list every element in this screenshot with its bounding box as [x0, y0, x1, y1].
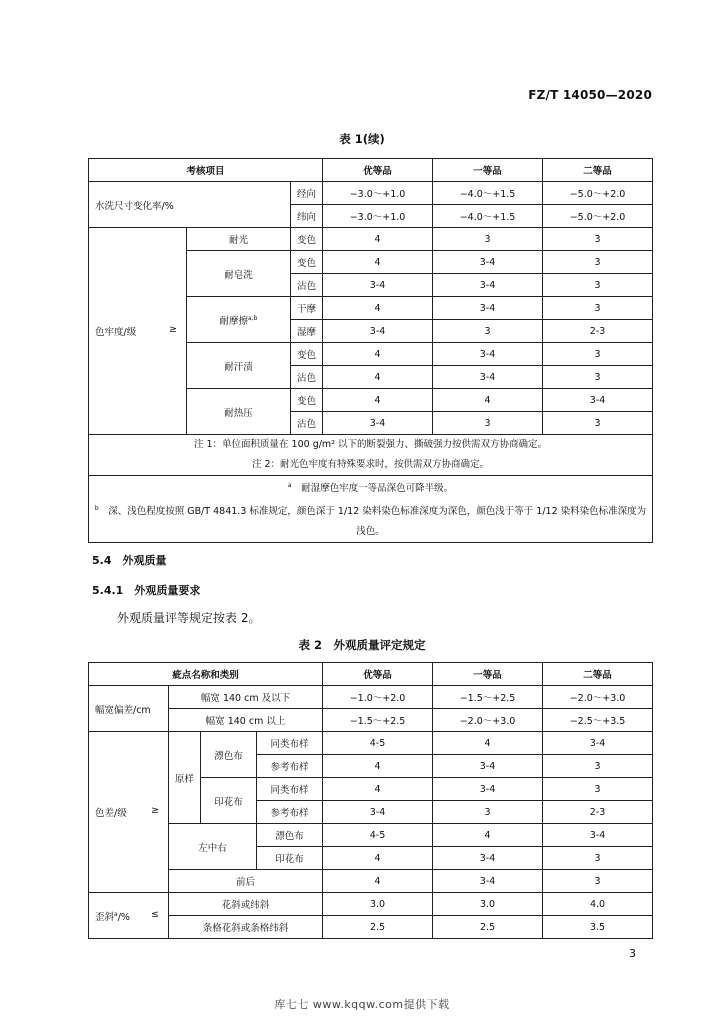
value-cell: −2.0～+3.0: [433, 709, 543, 732]
sub-label: 沾色: [291, 412, 323, 435]
value-cell: 4: [433, 732, 543, 755]
value-cell: 4-5: [323, 732, 433, 755]
value-cell: 3-4: [543, 824, 653, 847]
table-row: [89, 709, 653, 732]
item-label: 花斜或纬斜: [169, 893, 323, 916]
header-cell: 一等品: [433, 159, 543, 182]
sample-label: 参考布样: [257, 801, 323, 824]
value-cell: −2.0～+3.0: [543, 686, 653, 709]
standard-id: FZ/T 14050—2020: [528, 88, 652, 102]
value-cell: 4: [323, 366, 433, 389]
table-row: [89, 824, 653, 847]
header-cell: 优等品: [323, 663, 433, 686]
value-cell: 3: [543, 297, 653, 320]
body-paragraph: 外观质量评等规定按表 2。: [117, 611, 261, 625]
sub-label: 沾色: [291, 366, 323, 389]
table-row: [89, 182, 653, 205]
fabric-label: 印花布: [201, 778, 257, 824]
table2: [88, 662, 653, 939]
value-cell: 2-3: [543, 801, 653, 824]
item-label: 幅宽 140 cm 以上: [169, 709, 323, 732]
footnotes-cell: [89, 476, 653, 543]
item-label: 耐热压: [187, 389, 291, 435]
table-header-row: [89, 159, 653, 182]
table-row: [89, 732, 653, 755]
note-1: 注 1：单位面积质量在 100 g/m² 以下的断裂强力、撕破强力按供需双方协商确定。: [193, 439, 548, 450]
table-header-row: [89, 663, 653, 686]
sub-label: 经向: [291, 182, 323, 205]
header-cell: 一等品: [433, 663, 543, 686]
value-cell: 3: [543, 870, 653, 893]
value-cell: 4: [323, 251, 433, 274]
footnote-marker: a: [114, 910, 118, 918]
value-cell: −3.0～+1.0: [323, 182, 433, 205]
table-row: [89, 686, 653, 709]
sub-label: 湿摩: [291, 320, 323, 343]
value-cell: 3-4: [323, 801, 433, 824]
value-cell: 3-4: [433, 343, 543, 366]
item-label: 幅宽 140 cm 及以下: [169, 686, 323, 709]
value-cell: 3: [543, 366, 653, 389]
sub-label: 变色: [291, 389, 323, 412]
table-row: [89, 228, 653, 251]
value-cell: 3.0: [433, 893, 543, 916]
sub-label: 变色: [291, 228, 323, 251]
value-cell: 3-4: [543, 389, 653, 412]
item-label: 条格花斜或条格纬斜: [169, 916, 323, 939]
value-cell: 4: [323, 228, 433, 251]
colorfastness-label: 色牢度/级: [95, 327, 137, 338]
sub-label: 沾色: [291, 274, 323, 297]
header-cell: 疵点名称和类别: [89, 663, 323, 686]
value-cell: 3-4: [433, 778, 543, 801]
value-cell: −3.0～+1.0: [323, 205, 433, 228]
row-label: 歪斜$^a$/% ≤: [89, 893, 169, 939]
footnote-marker: a,b: [248, 314, 258, 322]
value-cell: 4-5: [323, 824, 433, 847]
header-cell: 考核项目: [89, 159, 323, 182]
sample-label: 同类布样: [257, 778, 323, 801]
value-cell: 3: [543, 755, 653, 778]
table-row: [89, 893, 653, 916]
table-row: [89, 870, 653, 893]
sample-label: 参考布样: [257, 755, 323, 778]
value-cell: 3-4: [433, 274, 543, 297]
item-label: 耐皂洗: [187, 251, 291, 297]
footnote-a: $^a$ 耐湿摩色牢度一等品深色可降半级。: [287, 482, 454, 495]
table2-caption: 表 2 外观质量评定规定: [298, 638, 426, 652]
value-cell: −5.0～+2.0: [543, 182, 653, 205]
table1: [88, 158, 653, 543]
section-heading-5-4-1: 5.4.1 外观质量要求: [92, 584, 201, 597]
item-label: 耐摩擦$^{a,b}$: [187, 297, 291, 343]
value-cell: −4.0～+1.5: [433, 205, 543, 228]
value-cell: 3-4: [323, 412, 433, 435]
value-cell: 3: [433, 320, 543, 343]
value-cell: 4.0: [543, 893, 653, 916]
footnote-b: $^b$ 深、浅色程度按照 GB/T 4841.3 标准规定，颜色深于 1/12 染料染色标准深度为深色，颜色浅于等于 1/12 染料染色标准深度为浅色。: [94, 505, 647, 538]
gte-symbol: ≥: [169, 324, 177, 335]
row-label: [89, 228, 187, 435]
value-cell: 3: [543, 274, 653, 297]
category-label: 左中右: [169, 824, 257, 870]
row-label: 幅宽偏差/cm: [89, 686, 169, 732]
value-cell: 2.5: [433, 916, 543, 939]
row-label: 水洗尺寸变化率/%: [89, 182, 291, 228]
notes-cell: [89, 435, 653, 476]
category-label: 前后: [169, 870, 323, 893]
header-cell: 优等品: [323, 159, 433, 182]
value-cell: 3-4: [543, 732, 653, 755]
fabric-label: 漂色布: [257, 824, 323, 847]
value-cell: 3-4: [433, 847, 543, 870]
notes-row: [89, 435, 653, 476]
value-cell: 3: [543, 228, 653, 251]
value-cell: −4.0～+1.5: [433, 182, 543, 205]
sub-label: 干摩: [291, 297, 323, 320]
gte-symbol: ≥: [151, 805, 159, 816]
value-cell: 4: [323, 343, 433, 366]
row-label: [89, 732, 169, 893]
fabric-label: 漂色布: [201, 732, 257, 778]
category-label: 原样: [169, 732, 201, 824]
value-cell: 4: [323, 870, 433, 893]
value-cell: 4: [433, 389, 543, 412]
value-cell: 3: [543, 847, 653, 870]
sub-label: 变色: [291, 343, 323, 366]
sub-label: 纬向: [291, 205, 323, 228]
color-diff-label: 色差/级: [95, 808, 127, 819]
value-cell: 4: [323, 755, 433, 778]
value-cell: 3.0: [323, 893, 433, 916]
value-cell: 3.5: [543, 916, 653, 939]
value-cell: 4: [433, 824, 543, 847]
lte-symbol: ≤: [151, 908, 159, 920]
value-cell: 3: [543, 412, 653, 435]
value-cell: 3-4: [433, 251, 543, 274]
page-number: 3: [629, 947, 636, 960]
value-cell: −1.5～+2.5: [433, 686, 543, 709]
value-cell: −1.5～+2.5: [323, 709, 433, 732]
value-cell: 3-4: [323, 274, 433, 297]
value-cell: 3-4: [433, 297, 543, 320]
value-cell: 4: [323, 847, 433, 870]
value-cell: 3-4: [433, 870, 543, 893]
value-cell: 3: [543, 778, 653, 801]
footnotes-row: [89, 476, 653, 543]
section-heading-5-4: 5.4 外观质量: [92, 554, 167, 567]
value-cell: 2.5: [323, 916, 433, 939]
download-footer: 库七七 www.kqqw.com提供下载: [274, 998, 450, 1011]
item-label: 耐汗渍: [187, 343, 291, 389]
value-cell: 3: [433, 412, 543, 435]
value-cell: −5.0～+2.0: [543, 205, 653, 228]
value-cell: 3: [433, 801, 543, 824]
sub-label: 变色: [291, 251, 323, 274]
value-cell: −2.5～+3.5: [543, 709, 653, 732]
value-cell: 4: [323, 778, 433, 801]
sample-label: 同类布样: [257, 732, 323, 755]
value-cell: 2-3: [543, 320, 653, 343]
header-cell: 二等品: [543, 159, 653, 182]
value-cell: 4: [323, 297, 433, 320]
value-cell: 3-4: [433, 755, 543, 778]
header-cell: 二等品: [543, 663, 653, 686]
fabric-label: 印花布: [257, 847, 323, 870]
value-cell: 3-4: [433, 366, 543, 389]
table1-caption: 表 1(续): [339, 132, 385, 146]
value-cell: −1.0～+2.0: [323, 686, 433, 709]
item-label: 耐光: [187, 228, 291, 251]
value-cell: 3: [543, 251, 653, 274]
value-cell: 4: [323, 389, 433, 412]
value-cell: 3: [433, 228, 543, 251]
note-2: 注 2：耐光色牢度有特殊要求时，按供需双方协商确定。: [251, 459, 490, 470]
value-cell: 3-4: [323, 320, 433, 343]
table-row: [89, 916, 653, 939]
value-cell: 3: [543, 343, 653, 366]
